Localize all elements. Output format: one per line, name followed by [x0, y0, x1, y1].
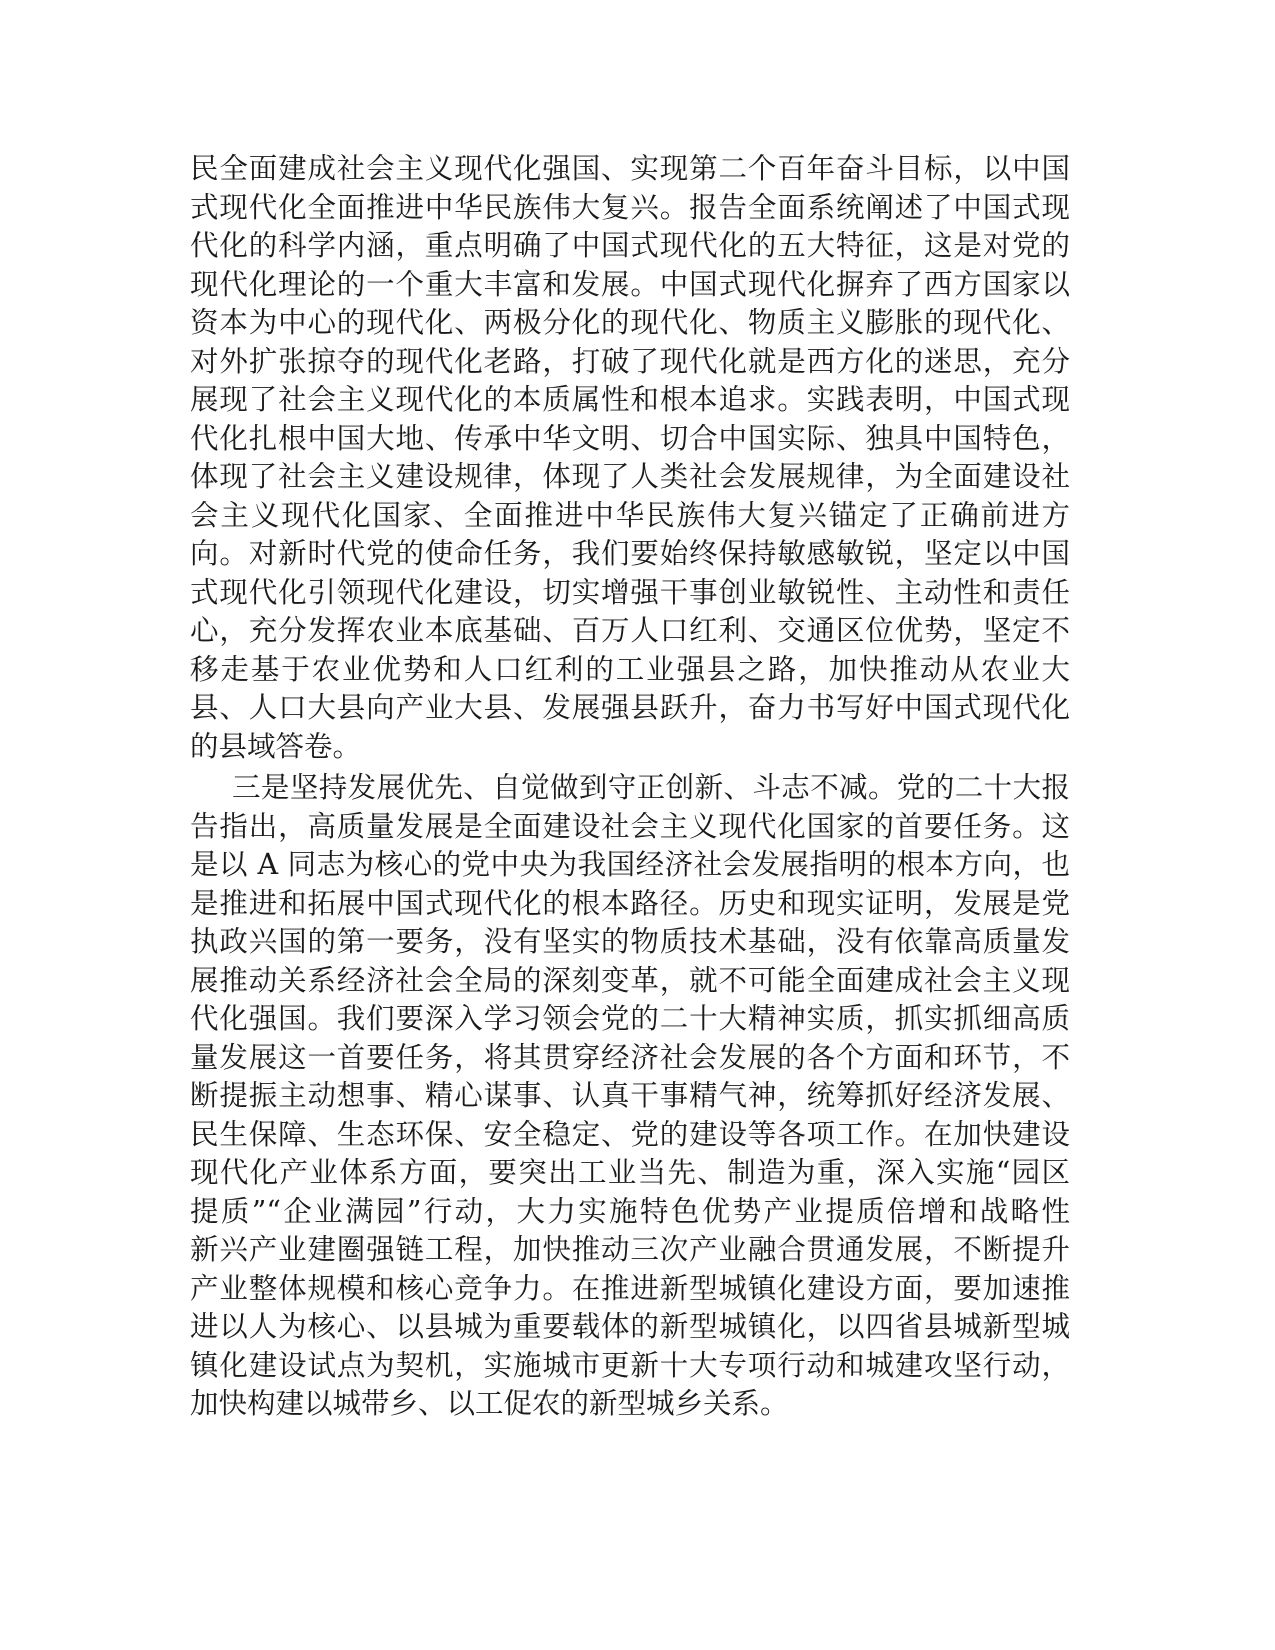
- text-line: 断提振主动想事、精心谋事、认真干事精气神，统筹抓好经济发展、: [190, 1079, 1070, 1112]
- text-line: 会主义现代化国家、全面推进中华民族伟大复兴锚定了正确前进方: [190, 498, 1070, 532]
- text-line: 告指出，高质量发展是全面建设社会主义现代化国家的首要任务。这: [190, 809, 1070, 843]
- text-line: 代化强国。我们要深入学习领会党的二十大精神实质，抓实抓细高质: [190, 1002, 1070, 1035]
- text-line: 现代化理论的一个重大丰富和发展。中国式现代化摒弃了西方国家以: [190, 267, 1070, 301]
- text-line: 式现代化全面推进中华民族伟大复兴。报告全面系统阐述了中国式现: [190, 190, 1070, 224]
- text-line: 心，充分发挥农业本底基础、百万人口红利、交通区位优势，坚定不: [190, 614, 1070, 647]
- paragraph-1: [190, 150, 1070, 766]
- paragraph-2: [190, 769, 1070, 1424]
- text-line: 移走基于农业优势和人口红利的工业强县之路，加快推动从农业大: [190, 652, 1070, 686]
- text-line: 资本为中心的现代化、两极分化的现代化、物质主义膨胀的现代化、: [190, 306, 1070, 339]
- text-line: 展现了社会主义现代化的本质属性和根本追求。实践表明，中国式现: [190, 383, 1070, 416]
- text-line: 是推进和拓展中国式现代化的根本路径。历史和现实证明，发展是党: [190, 886, 1070, 920]
- text-line: 体现了社会主义建设规律，体现了人类社会发展规律，为全面建设社: [190, 460, 1070, 493]
- text-line: 是以 A 同志为核心的党中央为我国经济社会发展指明的根本方向，也: [190, 848, 1070, 881]
- text-line: 民全面建成社会主义现代化强国、实现第二个百年奋斗目标，以中国: [190, 152, 1070, 185]
- text-line: 对外扩张掠夺的现代化老路，打破了现代化就是西方化的迷思，充分: [190, 344, 1070, 378]
- text-line: 代化扎根中国大地、传承中华文明、切合中国实际、独具中国特色，: [190, 421, 1070, 455]
- text-line: 三是坚持发展优先、自觉做到守正创新、斗志不减。党的二十大报: [232, 771, 1070, 804]
- text-line: 执政兴国的第一要务，没有坚实的物质技术基础，没有依靠高质量发: [190, 925, 1070, 958]
- text-line: 县、人口大县向产业大县、发展强县跃升，奋力书写好中国式现代化: [190, 691, 1070, 724]
- text-line: 展推动关系经济社会全局的深刻变革，就不可能全面建成社会主义现: [190, 963, 1070, 997]
- text-line: 量发展这一首要任务，将其贯穿经济社会发展的各个方面和环节，不: [190, 1040, 1070, 1074]
- text-line: 新兴产业建圈强链工程，加快推动三次产业融合贯通发展，不断提升: [190, 1233, 1070, 1266]
- text-line: 镇化建设试点为契机，实施城市更新十大专项行动和城建攻坚行动，: [190, 1348, 1070, 1382]
- text-line: 加快构建以城带乡、以工促农的新型城乡关系。: [190, 1387, 789, 1420]
- text-line: 民生保障、生态环保、安全稳定、党的建设等各项工作。在加快建设: [190, 1117, 1070, 1151]
- text-line: 提质”“企业满园”行动，大力实施特色优势产业提质倍增和战略性: [190, 1194, 1070, 1228]
- text-line: 产业整体规模和核心竞争力。在推进新型城镇化建设方面，要加速推: [190, 1271, 1070, 1305]
- text-line: 现代化产业体系方面，要突出工业当先、制造为重，深入实施“园区: [190, 1156, 1070, 1189]
- text-line: 代化的科学内涵，重点明确了中国式现代化的五大特征，这是对党的: [190, 229, 1070, 262]
- text-line: 进以人为核心、以县城为重要载体的新型城镇化，以四省县城新型城: [190, 1310, 1070, 1343]
- text-line: 的县域答卷。: [190, 729, 362, 763]
- text-line: 向。对新时代党的使命任务，我们要始终保持敏感敏锐，坚定以中国: [190, 537, 1070, 570]
- text-line: 式现代化引领现代化建设，切实增强干事创业敏锐性、主动性和责任: [190, 575, 1070, 609]
